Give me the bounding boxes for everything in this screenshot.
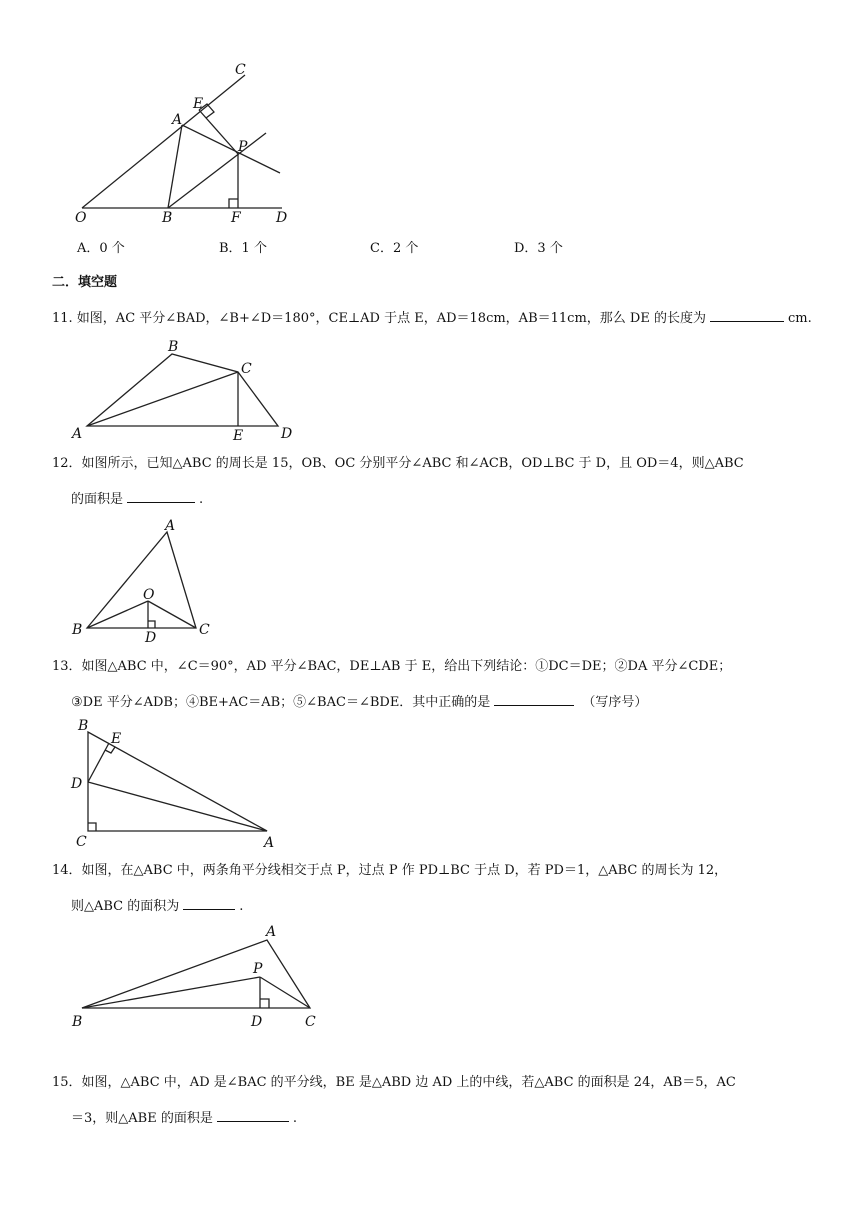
label-e: E <box>193 96 204 112</box>
option-c: C．2 个 <box>370 241 419 256</box>
figure-q11 <box>0 330 860 450</box>
q15-line1: 15．如图，△ABC 中，AD 是∠BAC 的平分线，BE 是△ABD 边 AD 上的中线，若△ABC 的面积是 24，AB＝5，AC <box>52 1075 736 1090</box>
triangle-abc <box>82 940 310 1008</box>
triangle-abc <box>87 532 196 628</box>
option-a: A．0 个 <box>77 241 125 256</box>
q12-stem: 的面积是 <box>71 492 124 507</box>
segment-ep <box>199 110 238 154</box>
label-d: D <box>281 426 293 442</box>
q14-stem: 则△ABC 的面积为 <box>71 899 180 914</box>
label-a: A <box>172 112 183 128</box>
label-a: A <box>266 924 277 940</box>
q13-hint: （写序号） <box>582 695 648 710</box>
q15-line2 <box>71 1107 297 1129</box>
q12-line2 <box>71 488 203 510</box>
q12-end: . <box>199 492 204 507</box>
segment-cp <box>260 977 310 1008</box>
label-p: P <box>253 961 263 977</box>
q12-answer-blank[interactable] <box>127 488 195 503</box>
q15-answer-blank[interactable] <box>217 1107 289 1122</box>
q11-unit: cm. <box>787 311 812 326</box>
label-a: A <box>264 835 275 851</box>
q12-line1: 12．如图所示，已知△ABC 的周长是 15，OB、OC 分别平分∠ABC 和∠ACB，OD⊥BC 于 D，且 OD＝4，则△ABC <box>52 456 744 471</box>
q15-end: . <box>292 1111 297 1126</box>
label-b: B <box>72 1014 83 1030</box>
label-b: B <box>168 339 179 355</box>
q14-line2 <box>71 895 243 917</box>
q11-stem: 11. 如图，AC 平分∠BAD，∠B+∠D＝180°，CE⊥AD 于点 E，AD＝18cm，AB＝11cm，那么 DE 的长度为 <box>52 311 706 326</box>
q11-text <box>52 307 812 329</box>
right-angle-mark-d <box>260 999 269 1008</box>
label-c: C <box>76 834 87 850</box>
label-c: C <box>199 622 210 638</box>
label-d: D <box>145 630 157 646</box>
figure-q13 <box>0 712 860 851</box>
label-a: A <box>165 518 176 534</box>
segment-ac <box>87 372 238 426</box>
label-c: C <box>235 62 246 78</box>
right-angle-mark-d <box>148 621 155 628</box>
segment-da <box>88 782 267 831</box>
figure-q12 <box>0 515 860 645</box>
label-o: O <box>75 210 87 226</box>
q13-line1: 13．如图△ABC 中，∠C＝90°，AD 平分∠BAC，DE⊥AB 于 E，给出下列结论：①DC＝DE；②DA 平分∠CDE； <box>52 659 732 674</box>
label-d: D <box>251 1014 263 1030</box>
label-o: O <box>143 587 155 603</box>
section-title: 二．填空题 <box>52 275 118 290</box>
figure-q14 <box>0 918 860 1038</box>
option-b: B．1 个 <box>219 241 267 256</box>
label-b: B <box>78 718 89 734</box>
segment-bo <box>87 601 148 628</box>
segment-ab <box>168 125 182 208</box>
q14-line1: 14．如图，在△ABC 中，两条角平分线相交于点 P，过点 P 作 PD⊥BC 于点 D，若 PD＝1，△ABC 的周长为 12， <box>52 863 728 878</box>
label-d: D <box>276 210 288 226</box>
segment-de <box>88 743 109 782</box>
label-a: A <box>72 426 83 442</box>
q13-stem: ③DE 平分∠ADB；④BE+AC＝AB；⑤∠BAC＝∠BDE．其中正确的是 <box>71 695 491 710</box>
q14-end: . <box>239 899 244 914</box>
right-angle-mark-f <box>229 199 238 208</box>
segment-bp-ext <box>168 133 266 208</box>
right-angle-mark-c <box>88 823 96 831</box>
label-e: E <box>111 731 122 747</box>
segment-ap-ext <box>182 125 280 173</box>
q13-line2 <box>71 691 647 713</box>
q13-answer-blank[interactable] <box>494 691 574 706</box>
label-b: B <box>72 622 83 638</box>
label-c: C <box>305 1014 316 1030</box>
label-b: B <box>162 210 173 226</box>
label-p: P <box>238 139 248 155</box>
label-d: D <box>71 776 83 792</box>
figure-q10 <box>0 0 860 240</box>
q14-answer-blank[interactable] <box>183 895 235 910</box>
q11-answer-blank[interactable] <box>710 307 784 322</box>
segment-bp <box>82 977 260 1008</box>
q15-stem: ＝3，则△ABE 的面积是 <box>71 1111 213 1126</box>
ray-oc <box>82 75 245 208</box>
label-f: F <box>231 210 241 226</box>
option-d: D．3 个 <box>514 241 563 256</box>
label-c: C <box>241 361 252 377</box>
label-e: E <box>233 428 244 444</box>
